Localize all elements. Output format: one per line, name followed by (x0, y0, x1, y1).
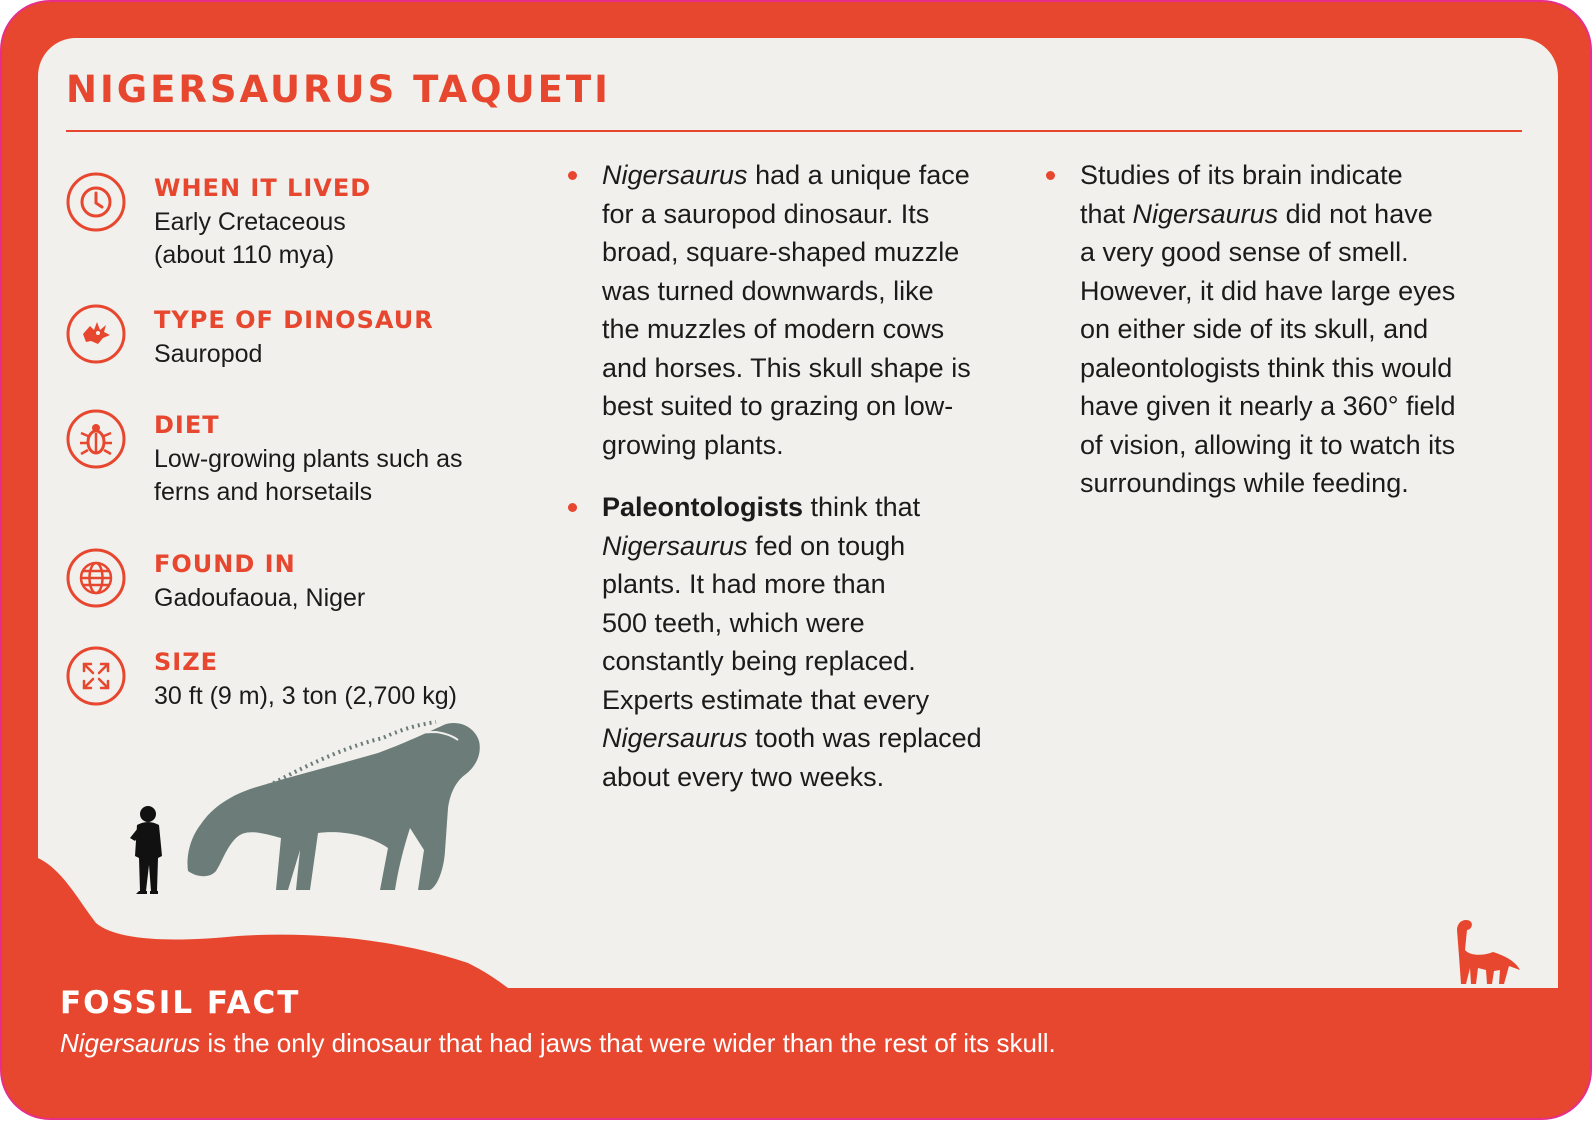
dinosaur-logo-icon (1457, 920, 1520, 984)
text-run: had a unique face (747, 160, 970, 190)
text-run: is the only dinosaur that had jaws that were wider than the rest of its skull. (200, 1028, 1056, 1058)
text-run: broad, square-shaped muzzle (602, 237, 960, 267)
text-run: the muzzles of modern cows (602, 314, 945, 344)
text-run: Nigersaurus (602, 530, 748, 561)
text-run: plants. It had more than (602, 569, 886, 599)
fact-value-line: 30 ft (9 m), 3 ton (2,700 kg) (154, 682, 457, 710)
text-run: have given it nearly a 360° field (1080, 391, 1456, 421)
fact-label: SIZE (154, 648, 219, 676)
card-title: NIGERSAURUS TAQUETI (66, 68, 611, 111)
text-run: best suited to grazing on low- (602, 391, 954, 421)
text-run: was turned downwards, like (602, 275, 934, 306)
text-run: about every two weeks. (602, 761, 885, 792)
content-panel (38, 38, 1558, 1048)
fact-label: WHEN IT LIVED (154, 174, 372, 202)
human-silhouette (130, 806, 162, 894)
text-run: for a sauropod dinosaur. Its (602, 198, 930, 229)
text-run: Paleontologists (602, 492, 804, 522)
text-run: constantly being replaced. (602, 646, 916, 676)
text-run: surroundings while feeding. (1080, 468, 1409, 498)
dinosaur-card (2, 2, 1590, 1118)
text-run: 500 teeth, which were (602, 607, 865, 638)
text-run: think that (803, 492, 921, 522)
fact-value-line: Sauropod (154, 340, 263, 368)
fact-value-line: Low-growing plants such as (154, 445, 463, 473)
text-run: fed on tough (747, 530, 906, 561)
text-run: and horses. This skull shape is (602, 352, 971, 383)
fossil-fact-title: FOSSIL FACT (60, 985, 301, 1021)
fact-label: DIET (154, 411, 220, 439)
text-run: did not have (1278, 198, 1433, 229)
text-run: However, it did have large eyes (1080, 275, 1456, 306)
fact-label: TYPE OF DINOSAUR (154, 306, 434, 334)
text-run: Nigersaurus (602, 723, 748, 753)
scene-illustration (38, 38, 1558, 1048)
fossil-fact-text (60, 1028, 1056, 1059)
fact-label: FOUND IN (154, 550, 296, 578)
dinosaur-silhouette (188, 723, 480, 890)
text-run: on either side of its skull, and (1080, 314, 1429, 344)
text-run: tooth was replaced (747, 723, 982, 753)
fact-value-line: Gadoufaoua, Niger (154, 584, 366, 612)
text-run: Experts estimate that every (602, 684, 930, 715)
text-run: a very good sense of smell. (1080, 237, 1409, 267)
text-run: of vision, allowing it to watch its (1080, 429, 1456, 460)
text-run: Nigersaurus (602, 160, 748, 190)
text-run: Studies of its brain indicate (1080, 160, 1403, 190)
text-run: Nigersaurus (60, 1028, 201, 1058)
text-run: growing plants. (602, 429, 784, 460)
fact-value-line: Early Cretaceous (154, 208, 346, 236)
fact-value-line: (about 110 mya) (154, 241, 335, 269)
fact-value-line: ferns and horsetails (154, 478, 373, 506)
text-run: paleontologists think this would (1080, 352, 1453, 383)
text-run: Nigersaurus (1132, 198, 1279, 229)
text-run: that (1080, 198, 1133, 229)
